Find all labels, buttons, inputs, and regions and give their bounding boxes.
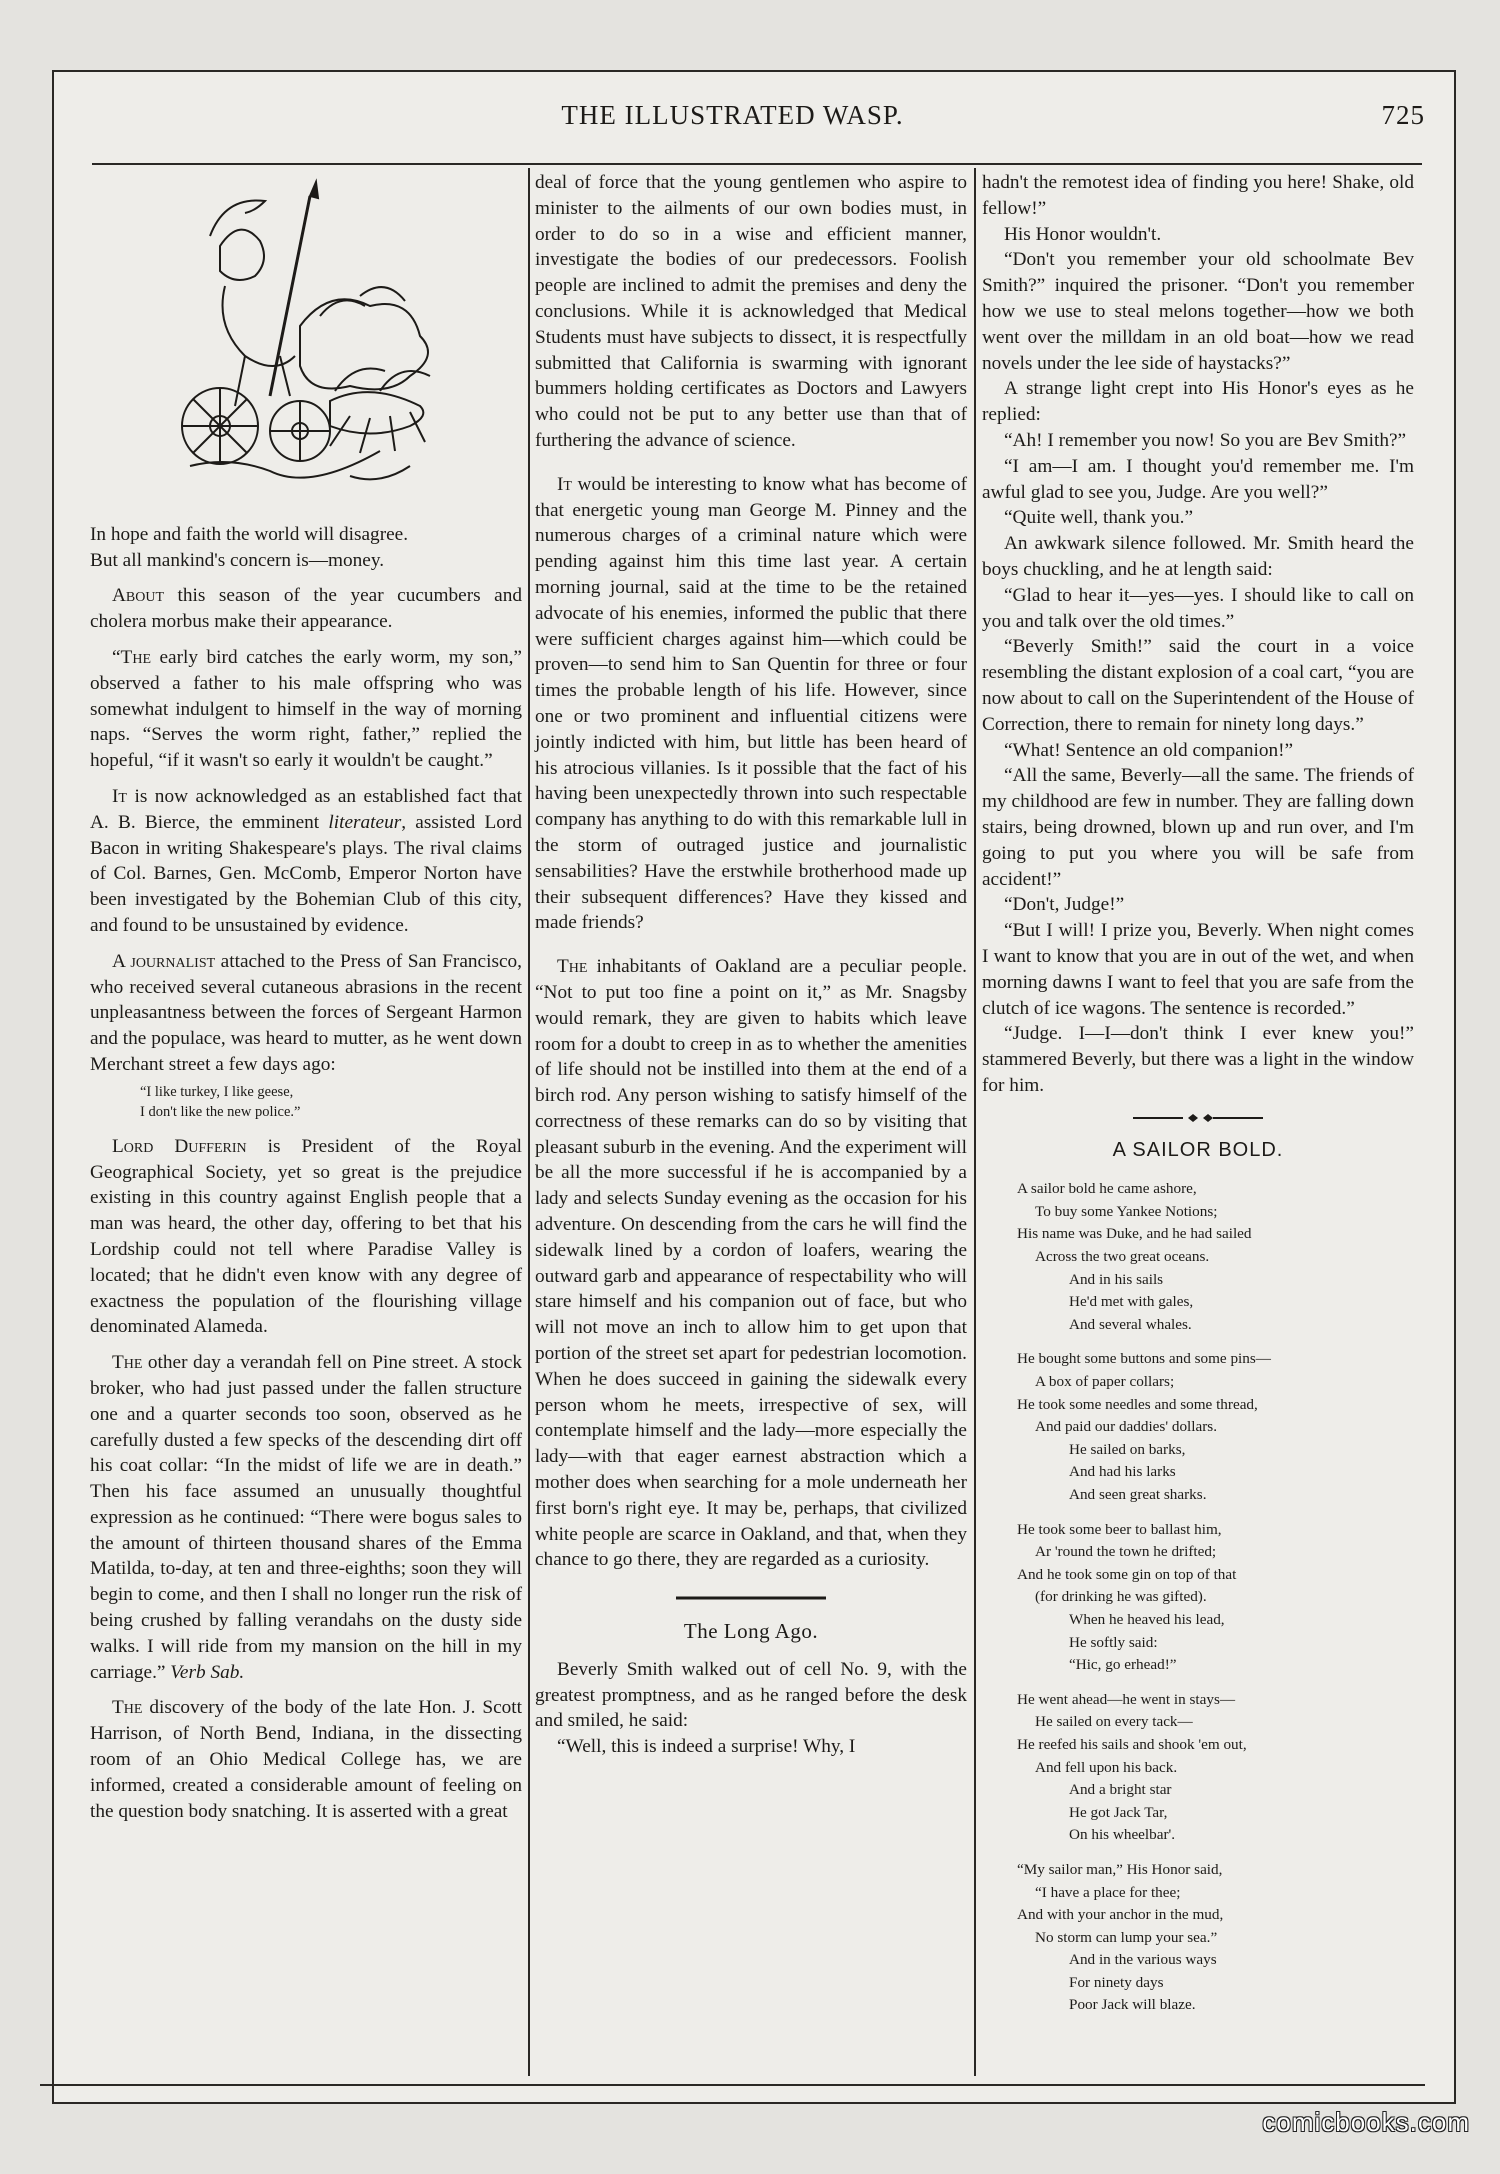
- column-divider: [528, 168, 530, 2076]
- poem-stanza: He took some beer to ballast him, Ar 'round the town he drifted; And he took some gin on top of that (for drinking he was gifted). When he heaved his lead, He softly said: “Hic, go erhead!”: [1017, 1520, 1237, 1674]
- paragraph: His Honor wouldn't.: [1004, 223, 1162, 245]
- verse: “I like turkey, I like geese, I don't like the new police.”: [140, 1083, 301, 1120]
- paragraph: “Glad to hear it—yes—yes. I should like to call on you and talk over the old times.”: [982, 584, 1414, 632]
- footer-rule: [40, 2084, 1425, 2086]
- page-number: 725: [1381, 100, 1425, 130]
- paragraph: “Judge. I—I—don't think I ever knew you!” stammered Beverly, but there was a light in the window for him.: [982, 1023, 1414, 1096]
- paragraph: Beverly Smith walked out of cell No. 9, with the greatest promptness, and as he ranged before the desk and smiled, he said:: [535, 1658, 967, 1732]
- caption-line: But all mankind's concern is—money.: [90, 549, 385, 571]
- column-3: [982, 170, 1414, 2029]
- ornament-rule: [982, 1105, 1414, 1131]
- paragraph: It is now acknowledged as an established fact that A. B. Bierce, the emminent literateur, assisted Lord Bacon in writing Shakespeare's plays. The rival claims of Col. Barnes, Gen. McComb, Emperor Norton have been investigated by the Bohemian Club of this city, and found to be unsustained by evidence.: [90, 785, 523, 936]
- paragraph: “The early bird catches the early worm, my son,” observed a father to his male offspring who was somewhat indulgent to himself in the way of morning naps. “Serves the worm right, father,” replied the hopeful, “if it wasn't so early it wouldn't be caught.”: [90, 646, 522, 772]
- paragraph: Lord Dufferin is President of the Royal Geographical Society, yet so great is the prejudice existing in this country against English people that a man was heard, the other day, offering to bet that his Lordship could not tell where Paradise Valley is located; that he didn't even know with any degree of exactness the population of the flourishing village denominated Alameda.: [90, 1135, 522, 1338]
- paragraph: “Don't, Judge!”: [1004, 894, 1125, 916]
- paragraph: A strange light crept into His Honor's eyes as he replied:: [982, 378, 1414, 426]
- paragraph: hadn't the remotest idea of finding you here! Shake, old fellow!”: [982, 172, 1414, 219]
- watermark: comicbooks.com: [1262, 2107, 1470, 2137]
- cartoon-illustration: [150, 176, 450, 506]
- section-rule: [535, 1583, 967, 1609]
- poem-stanza: He went ahead—he went in stays— He sailed on every tack— He reefed his sails and shook 'em out, And fell upon his back. And a bright star He got Jack Tar, On his wheelbar'.: [1017, 1690, 1247, 1844]
- paragraph: “I am—I am. I thought you'd remember me. I'm awful glad to see you, Judge. Are you well?”: [982, 455, 1414, 503]
- publication-title: THE ILLUSTRATED WASP.: [561, 100, 904, 130]
- article-heading: The Long Ago.: [683, 1619, 819, 1644]
- poem-heading: A SAILOR BOLD.: [1112, 1139, 1284, 1162]
- column-2: [535, 170, 967, 1770]
- paragraph: It would be interesting to know what has become of that energetic young man George M. Pinney and the numerous charges of a criminal nature which were pending against him this time last year. A certain morning journal, said at the time to be the retained advocate of his enemies, informed the public that there were sufficient charges against him—which could be proven—to send him to San Quentin for three or four times the probable length of his life. However, since one or two prominent and influential citizens were jointly indicted with him, but little has been heard of his atrocious villanies. Is it possible that the fact of his having been unexpectedly thrown into such respectable company has anything to do with this remarkable lull in the storm of outraged justice and journalistic sensabilities? Have the erstwhile brotherhood made up their subsequent differences? Have they kissed and made friends?: [535, 473, 967, 934]
- header-rule: [92, 163, 1422, 165]
- paragraph: The inhabitants of Oakland are a peculiar people. “Not to put too fine a point on it,” as Mr. Snagsby would remark, they are given to habits which leave room for a doubt to creep in as to whether the amenities of life should not be instilled into them at the end of a birch rod. Any person wishing to satisfy himself of the correctness of these remarks can do so by visiting that pleasant suburb in the evening. And the experiment will be all the more successful if he is accompanied by a lady and selects Sunday evening as the occasion for his adventure. On descending from the cars he will find the sidewalk lined by a cordon of loafers, wearing the outward garb and appearance of respectability who will stare himself and his companion out of face, but who will not move an inch to allow him to get upon that portion of the street set apart for pedestrian locomotion. When he does succeed in gaining the sidewalk every person whom he meets, irrespective of sex, will contemplate himself and the lady—more especially the lady—with that eager earnest abstraction which a mother does when searching for a mole underneath her first born's right eye. It may be, perhaps, that civilized white people are scarce in Oakland, and that, when they chance to go there, they are regarded as a curiosity.: [535, 956, 967, 1571]
- paragraph: An awkwark silence followed. Mr. Smith heard the boys chuckling, and he at length said:: [982, 533, 1414, 580]
- poem-stanza: “My sailor man,” His Honor said, “I have a place for thee; And with your anchor in the mud, No storm can lump your sea.” And in the various ways For ninety days Poor Jack will blaze.: [1017, 1860, 1224, 2014]
- paragraph: “Well, this is indeed a surprise! Why, I: [557, 1736, 856, 1758]
- column-1: [90, 170, 522, 1834]
- paragraph: “Ah! I remember you now! So you are Bev Smith?”: [1004, 429, 1407, 451]
- paragraph: “Don't you remember your old schoolmate Bev Smith?” inquired the prisoner. “Don't you remember how we use to steal melons together—how we both went over the milldam in an old boat—how we read novels under the lee side of haystacks?”: [982, 249, 1414, 374]
- paragraph: “Beverly Smith!” said the court in a voice resembling the distant explosion of a coal cart, “you are now about to call on the Superintendent of the House of Correction, there to remain for ninety long days.”: [982, 636, 1414, 735]
- paragraph: “But I will! I prize you, Beverly. When night comes I want to know that you are in out of the wet, and when morning dawns I want to feel that you are safe from the clutch of ice wagons. The sentence is recorded.”: [982, 920, 1414, 1019]
- caption-line: In hope and faith the world will disagree.: [90, 523, 409, 545]
- paragraph: “Quite well, thank you.”: [1004, 507, 1194, 529]
- paragraph: About this season of the year cucumbers and cholera morbus make their appearance.: [90, 585, 522, 633]
- column-divider: [974, 168, 976, 2076]
- paragraph: “What! Sentence an old companion!”: [1004, 739, 1294, 761]
- paragraph: The discovery of the body of the late Hon. J. Scott Harrison, of North Bend, Indiana, in the dissecting room of an Ohio Medical College has, we are informed, created a considerable amount of feeling on the question body snatching. It is asserted with a great: [90, 1697, 522, 1822]
- poem-stanza: He bought some buttons and some pins— A box of paper collars; He took some needles and some thread, And paid our daddies' dollars. He sailed on barks, And had his larks And seen great sharks.: [1017, 1350, 1271, 1503]
- masthead: [40, 100, 1425, 158]
- paragraph: deal of force that the young gentlemen who aspire to minister to the ailments of our own bodies must, in order to do so in a wise and efficient manner, investigate the bodies of our predecessors. Foolish people are inclined to admit the premises and deny the conclusions. While it is acknowledged that Medical Students must have subjects to dissect, it is respectfully submitted that California is swarming with ignorant bummers holding certificates as Doctors and Lawyers who could not be put to any better use than that of furthering the advance of science.: [535, 172, 967, 451]
- paragraph: The other day a verandah fell on Pine street. A stock broker, who had just passed under the fallen structure one and a quarter seconds too soon, observed as he carefully dusted a few specks of the descending dirt off his coat collar: “In the midst of life we are in death.” Then his face assumed an unusually thoughtful expression as he continued: “There were bogus sales to the amount of thirteen thousand shares of the Emma Matilda, to-day, at ten and three-eighths; soon they will begin to come, and then I shall no longer run the risk of being crushed by falling verandahs on the dusty side walks. I will ride from my mansion on the hill in my carriage.” Verb Sab.: [90, 1352, 522, 1683]
- paragraph: “All the same, Beverly—all the same. The friends of my childhood are few in number. They are falling down stairs, being drowned, blown up and run over, and I'm going to put you where you will be safe from accident!”: [982, 765, 1414, 890]
- poem-stanza: A sailor bold he came ashore, To buy some Yankee Notions; His name was Duke, and he had sailed Across the two great oceans. And in his sails He'd met with gales, And several whales.: [1017, 1180, 1252, 1333]
- paragraph: A journalist attached to the Press of San Francisco, who received several cutaneous abrasions in the recent unpleasantness between the forces of Sergeant Harmon and the populace, was heard to mutter, as he went down Merchant street a few days ago:: [90, 950, 522, 1075]
